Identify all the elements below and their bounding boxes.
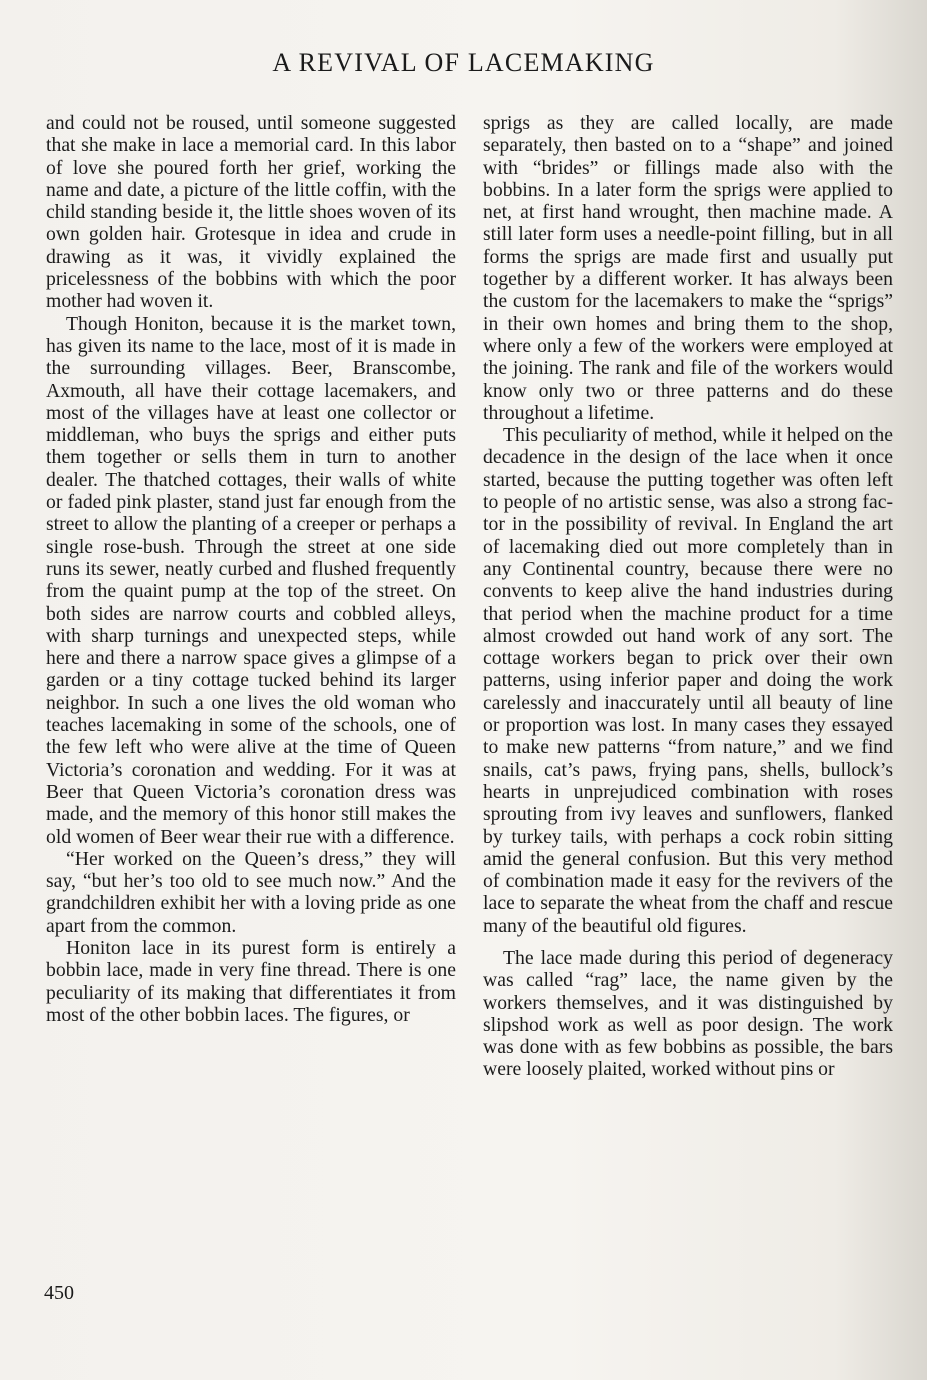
- paragraph: “Her worked on the Queen’s dress,” they will say, “but her’s too old to see much now.” And the grandchildren exhibit her with a loving pride as one apart from the common.: [46, 847, 456, 937]
- right-column: [483, 112, 893, 1081]
- running-title: A REVIVAL OF LACEMAKING: [272, 48, 655, 77]
- paragraph: Honiton lace in its purest form is entirely a bobbin lace, made in very fine thread. There is one peculiarity of its making that differentiates it from most of the other bobbin laces. The figures, or: [46, 936, 456, 1026]
- paragraph: This peculiarity of method, while it helped on the decadence in the design of the lace when it once started, because the putting together was often left to people of no artistic sense, was also a strong factor in the possibility of revival. In England the art of lacemaking died out more completely than in any Continental country, because there were no convents to keep alive the hand industries during that period when the machine product for a time almost crowded out hand work of any sort. The cottage workers began to prick over their own patterns, using inferior paper and doing the work carelessly and inaccurately until all beauty of line or proportion was lost. In many cases they essayed to make new patterns “from nature,” and we find snails, cat’s paws, frying pans, shells, bullock’s hearts in unprejudiced combination with roses sprouting from ivy leaves and sunflowers, flanked by turkey tails, with perhaps a cock robin sitting amid the general confusion. But this very method of combination made it easy for the revivers of the lace to separate the wheat from the chaff and rescue many of the beautiful old figures.: [483, 424, 893, 937]
- page-number: 450: [44, 1282, 74, 1304]
- paragraph: sprigs as they are called locally, are made separately, then basted on to a “shape” and joined with “brides” or fillings made also with the bobbins. In a later form the sprigs were applied to net, at first hand wrought, then machine made. A still later form uses a needle-point filling, but in all forms the sprigs are made first and usually put together by a different worker. It has always been the custom for the lacemakers to make the “sprigs” in their own homes and bring them to the shop, where only a few of the workers were employed at the joining. The rank and file of the workers would know only two or three patterns and do these throughout a lifetime.: [483, 112, 893, 424]
- paragraph: Though Honiton, because it is the market town, has given its name to the lace, most of it is made in the surrounding villages. Beer, Branscombe, Axmouth, all have their cottage lacemakers, and most of the villages have at least one collector or middleman, who buys the sprigs and either puts them together or sells them in turn to another dealer. The thatched cottages, their walls of white or faded pink plaster, stand just far enough from the street to allow the planting of a creeper or perhaps a single rose-bush. Through the street at one side runs its sewer, neatly curbed and flushed frequently from the quaint pump at the top of the street. On both sides are narrow courts and cobbled alleys, with sharp turnings and unexpected steps, while here and there a narrow space gives a glimpse of a garden or a tiny cottage tucked behind its larger neighbor. In such a one lives the old woman who teaches lacemaking in some of the schools, one of the few left who were alive at the time of Queen Victoria’s coronation and wedding. For it was at Beer that Queen Victoria’s coronation dress was made, and the memory of this honor still makes the old women of Beer wear their rue with a difference.: [46, 312, 456, 848]
- paragraph: The lace made during this period of degeneracy was called “rag” lace, the name given by the workers themselves, and it was distinguished by slipshod work as well as poor design. The work was done with as few bobbins as possible, the bars were loosely plaited, worked without pins or: [483, 946, 893, 1081]
- paragraph: and could not be roused, until someone suggested that she make in lace a memorial card. In this labor of love she poured forth her grief, working the name and date, a picture of the little coffin, with the child standing beside it, the little shoes woven of its own golden hair. Grotesque in idea and crude in drawing as it was, it vividly explained the pricelessness of the bobbins with which the poor mother had woven it.: [46, 112, 456, 313]
- left-column: [46, 112, 456, 1026]
